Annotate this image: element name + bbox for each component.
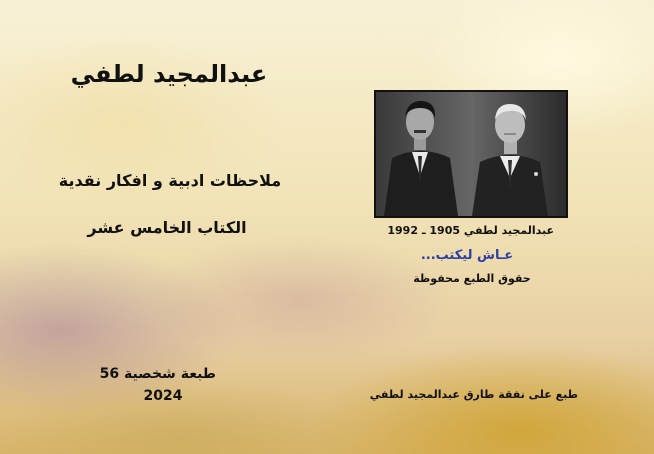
publisher-note: طبع على نفقة طارق عبدالمجيد لطفي	[369, 388, 578, 401]
motto-text: عـاش ليكتب...	[420, 248, 514, 263]
portrait-caption-dates: عبدالمجيد لطفي 1905 ـ 1992	[387, 224, 554, 237]
publication-year: 2024	[143, 388, 183, 404]
book-number: الكتاب الخامس عشر	[87, 218, 247, 237]
edition-label: طبعة شخصية 56	[99, 366, 216, 382]
author-title: عبدالمجيد لطفي	[70, 60, 268, 88]
portrait-illustration	[376, 92, 566, 216]
author-portrait-photo	[374, 90, 568, 218]
copyright-notice: حقوق الطبع محفوظة	[413, 272, 531, 285]
book-subtitle: ملاحظات ادبية و افكار نقدية	[58, 171, 282, 190]
